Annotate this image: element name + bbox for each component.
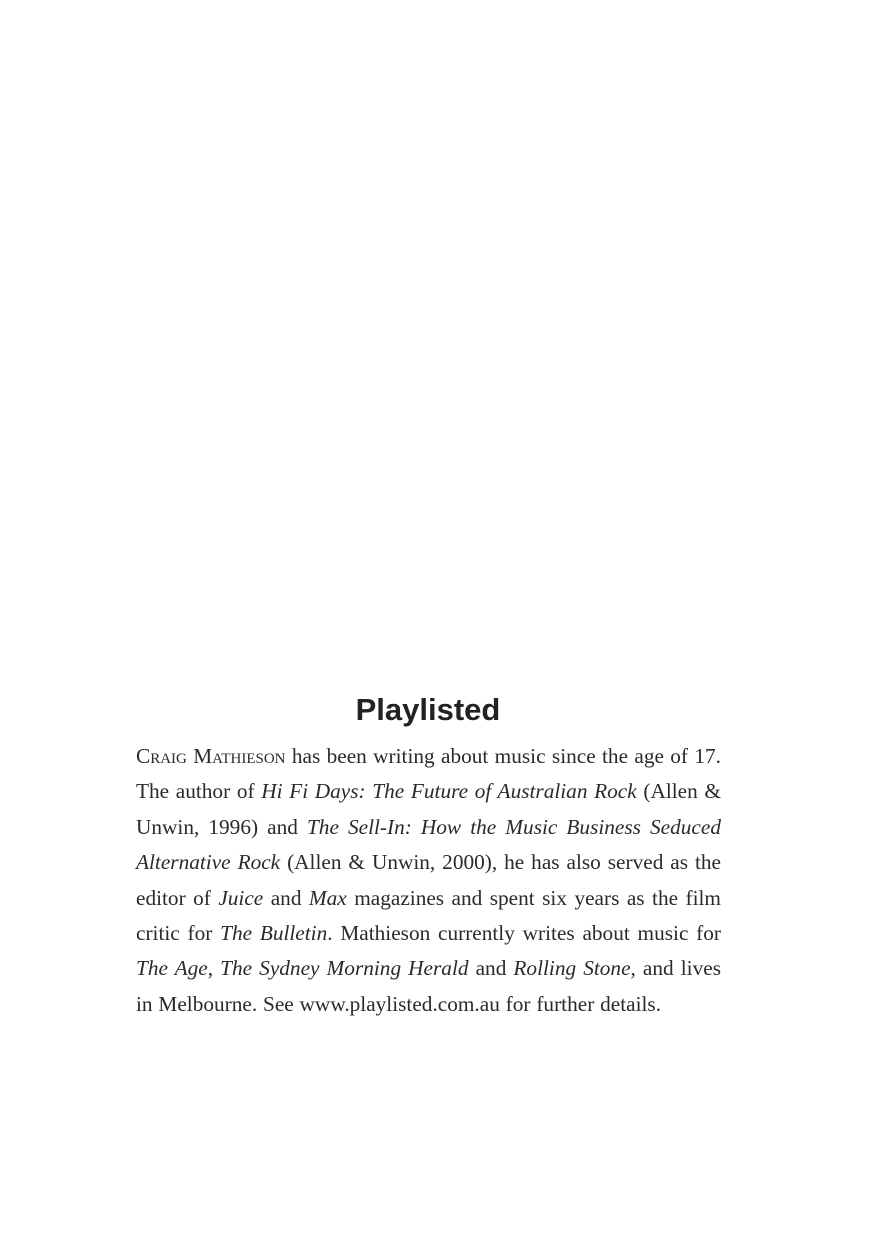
publication-title: The Bulletin xyxy=(220,921,328,946)
bio-text: has been writing about music since the age of 17. The author of xyxy=(136,744,722,804)
magazine-title: Juice xyxy=(218,885,264,910)
author-bio xyxy=(136,739,721,1022)
magazine-title: Max xyxy=(308,885,347,910)
bio-text: (Allen & Unwin, 2000), he has also served as the editor of xyxy=(136,850,721,910)
page-title: Playlisted xyxy=(355,692,501,727)
bio-text: and xyxy=(263,885,309,910)
book-title: Hi Fi Days: The Future of Australian Rock xyxy=(261,779,637,804)
publication-title: The Age xyxy=(136,956,208,981)
publication-title: Rolling Stone xyxy=(513,956,631,981)
bio-text: magazines and spent six years as the film critic for xyxy=(136,885,721,946)
bio-text: . Mathieson currently writes about music for xyxy=(327,921,721,946)
bio-text: , xyxy=(207,956,221,981)
bio-text: and xyxy=(468,956,514,981)
bio-text: , and lives in Melbourne. See www.playlisted.com.au for further details. xyxy=(136,956,721,1016)
bio-text: (Allen & Unwin, 1996) and xyxy=(136,779,721,839)
author-name: Craig Mathieson xyxy=(136,744,286,768)
publication-title: The Sydney Morning Herald xyxy=(220,956,469,981)
book-title: The Sell-In: How the Music Business Seduced Alternative Rock xyxy=(136,814,721,875)
